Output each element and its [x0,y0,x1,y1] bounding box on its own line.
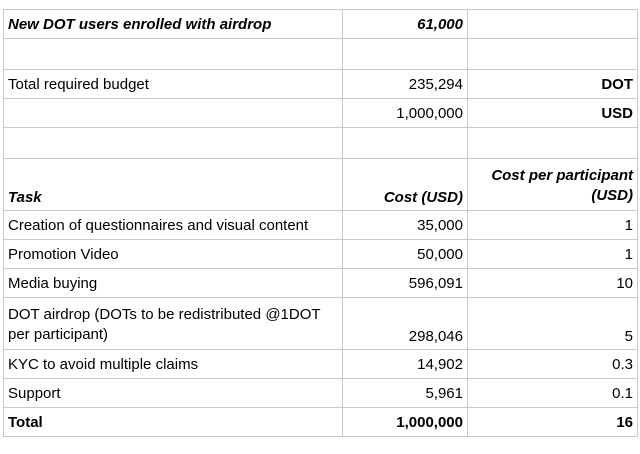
users-value[interactable]: 61,000 [343,10,468,39]
budget-usd-value[interactable]: 1,000,000 [343,99,468,128]
per-participant-cell[interactable]: 0.3 [468,350,638,379]
task-cell[interactable]: Promotion Video [4,240,343,269]
budget-sheet [3,9,638,437]
table-row [4,211,638,240]
header-task[interactable]: Task [4,159,343,211]
empty-cell[interactable] [4,39,343,70]
budget-usd-row [4,99,638,128]
empty-cell[interactable] [343,39,468,70]
cost-cell[interactable]: 50,000 [343,240,468,269]
users-label[interactable]: New DOT users enrolled with airdrop [4,10,343,39]
budget-label[interactable]: Total required budget [4,70,343,99]
empty-cell[interactable] [4,99,343,128]
empty-cell[interactable] [468,128,638,159]
per-participant-cell[interactable]: 10 [468,269,638,298]
users-row [4,10,638,39]
table-row [4,379,638,408]
table-row [4,350,638,379]
header-cost-per-participant[interactable]: Cost per participant (USD) [468,159,638,211]
total-label[interactable]: Total [4,408,343,437]
cost-cell[interactable]: 5,961 [343,379,468,408]
budget-dot-value[interactable]: 235,294 [343,70,468,99]
budget-dot-row [4,70,638,99]
table-row [4,240,638,269]
per-participant-cell[interactable]: 1 [468,211,638,240]
cost-cell[interactable]: 14,902 [343,350,468,379]
unit-dot[interactable]: DOT [468,70,638,99]
task-cell[interactable]: Media buying [4,269,343,298]
header-cost[interactable]: Cost (USD) [343,159,468,211]
table-row [4,269,638,298]
task-cell[interactable]: Support [4,379,343,408]
total-row [4,408,638,437]
empty-cell[interactable] [468,10,638,39]
header-row [4,159,638,211]
per-participant-cell[interactable]: 5 [468,298,638,350]
table-row [4,298,638,350]
per-participant-cell[interactable]: 0.1 [468,379,638,408]
unit-usd[interactable]: USD [468,99,638,128]
blank-row [4,39,638,70]
blank-row [4,128,638,159]
total-per-participant[interactable]: 16 [468,408,638,437]
per-participant-cell[interactable]: 1 [468,240,638,269]
cost-cell[interactable]: 35,000 [343,211,468,240]
cost-cell[interactable]: 596,091 [343,269,468,298]
total-cost[interactable]: 1,000,000 [343,408,468,437]
empty-cell[interactable] [343,128,468,159]
empty-cell[interactable] [468,39,638,70]
cost-cell[interactable]: 298,046 [343,298,468,350]
task-cell[interactable]: Creation of questionnaires and visual content [4,211,343,240]
task-cell[interactable]: DOT airdrop (DOTs to be redistributed @1DOT per participant) [4,298,343,350]
task-cell[interactable]: KYC to avoid multiple claims [4,350,343,379]
empty-cell[interactable] [4,128,343,159]
